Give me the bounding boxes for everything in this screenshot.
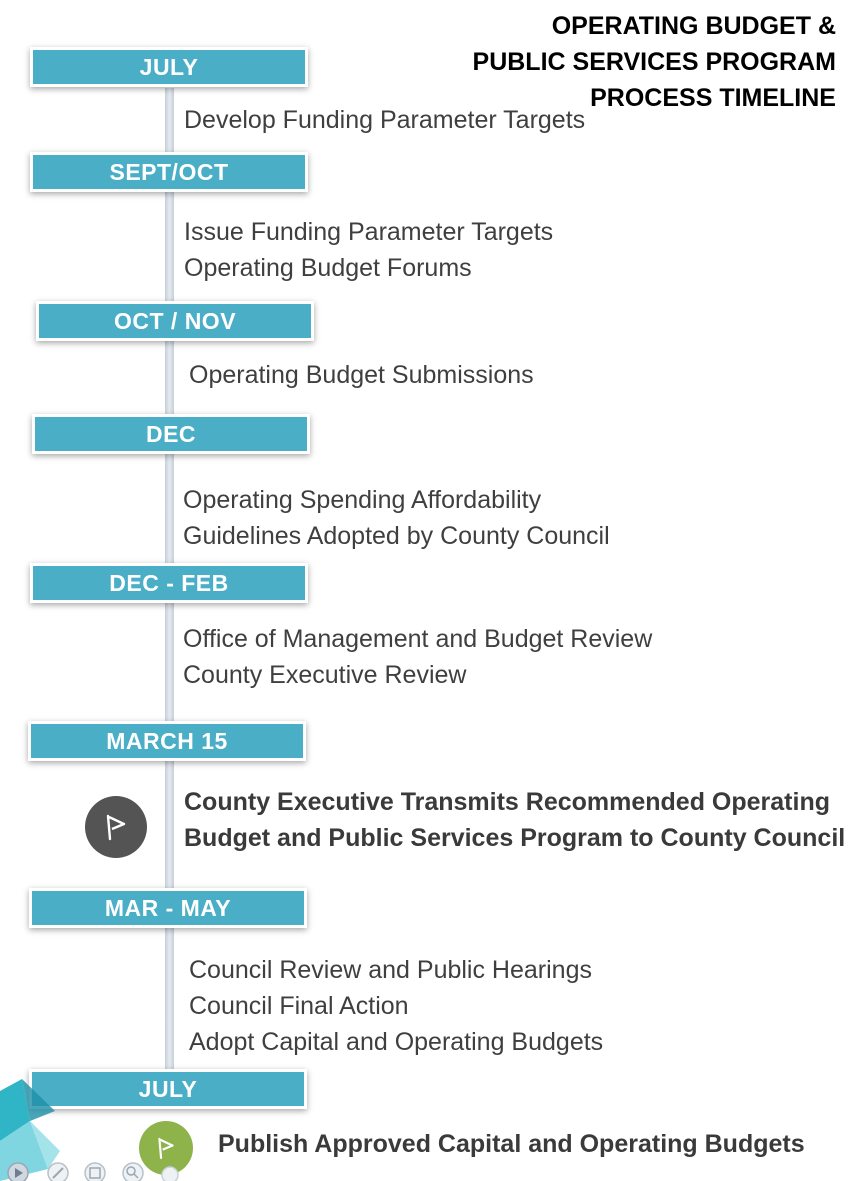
title-line-3: PROCESS TIMELINE: [590, 84, 836, 112]
phase-sept-oct: SEPT/OCT: [30, 152, 308, 192]
phase-july: JULY: [30, 47, 308, 87]
phase-march-15: MARCH 15: [28, 721, 306, 761]
phase-dec-description: [183, 482, 610, 554]
zoom-icon: [123, 1163, 143, 1181]
list-item: Operating Spending Affordability: [183, 486, 542, 514]
phase-mar-may-description: [189, 952, 603, 1060]
phase-oct-nov: OCT / NOV: [36, 301, 314, 341]
phase-dec-feb-description: [183, 621, 652, 693]
flag-icon: [99, 810, 133, 844]
list-item: Council Review and Public Hearings: [189, 956, 592, 984]
list-item: Issue Funding Parameter Targets: [184, 218, 554, 246]
list-item: County Executive Transmits Recommended Operating: [184, 788, 830, 816]
list-item: Budget and Public Services Program to County Council: [184, 824, 846, 852]
list-item: County Executive Review: [183, 661, 467, 689]
phase-july-final: JULY: [29, 1069, 307, 1109]
list-item: Operating Budget Submissions: [189, 361, 534, 389]
title-line-2: PUBLIC SERVICES PROGRAM: [472, 48, 836, 76]
list-item: Adopt Capital and Operating Budgets: [189, 1028, 604, 1056]
milestone-flag-gray: [85, 796, 147, 858]
phase-mar-may: MAR - MAY: [29, 888, 307, 928]
list-item: Operating Budget Forums: [184, 254, 472, 282]
list-item: Guidelines Adopted by County Council: [183, 522, 610, 550]
list-item: Develop Funding Parameter Targets: [184, 106, 586, 134]
phase-oct-nov-description: [189, 357, 534, 393]
title-line-1: OPERATING BUDGET &: [551, 12, 836, 40]
phase-dec: DEC: [32, 414, 310, 454]
phase-sept-oct-description: [184, 214, 553, 286]
phase-july-description: [184, 102, 585, 138]
list-item: Publish Approved Capital and Operating Budgets: [218, 1130, 805, 1158]
phase-dec-feb: DEC - FEB: [30, 563, 308, 603]
decorative-corner-shapes: [0, 1071, 200, 1181]
list-item: Council Final Action: [189, 992, 409, 1020]
page-title: [416, 8, 836, 116]
phase-march-15-description: [184, 784, 845, 856]
list-item: Office of Management and Budget Review: [183, 625, 653, 653]
phase-july-final-description: [218, 1126, 805, 1162]
more-icon: [162, 1167, 178, 1181]
